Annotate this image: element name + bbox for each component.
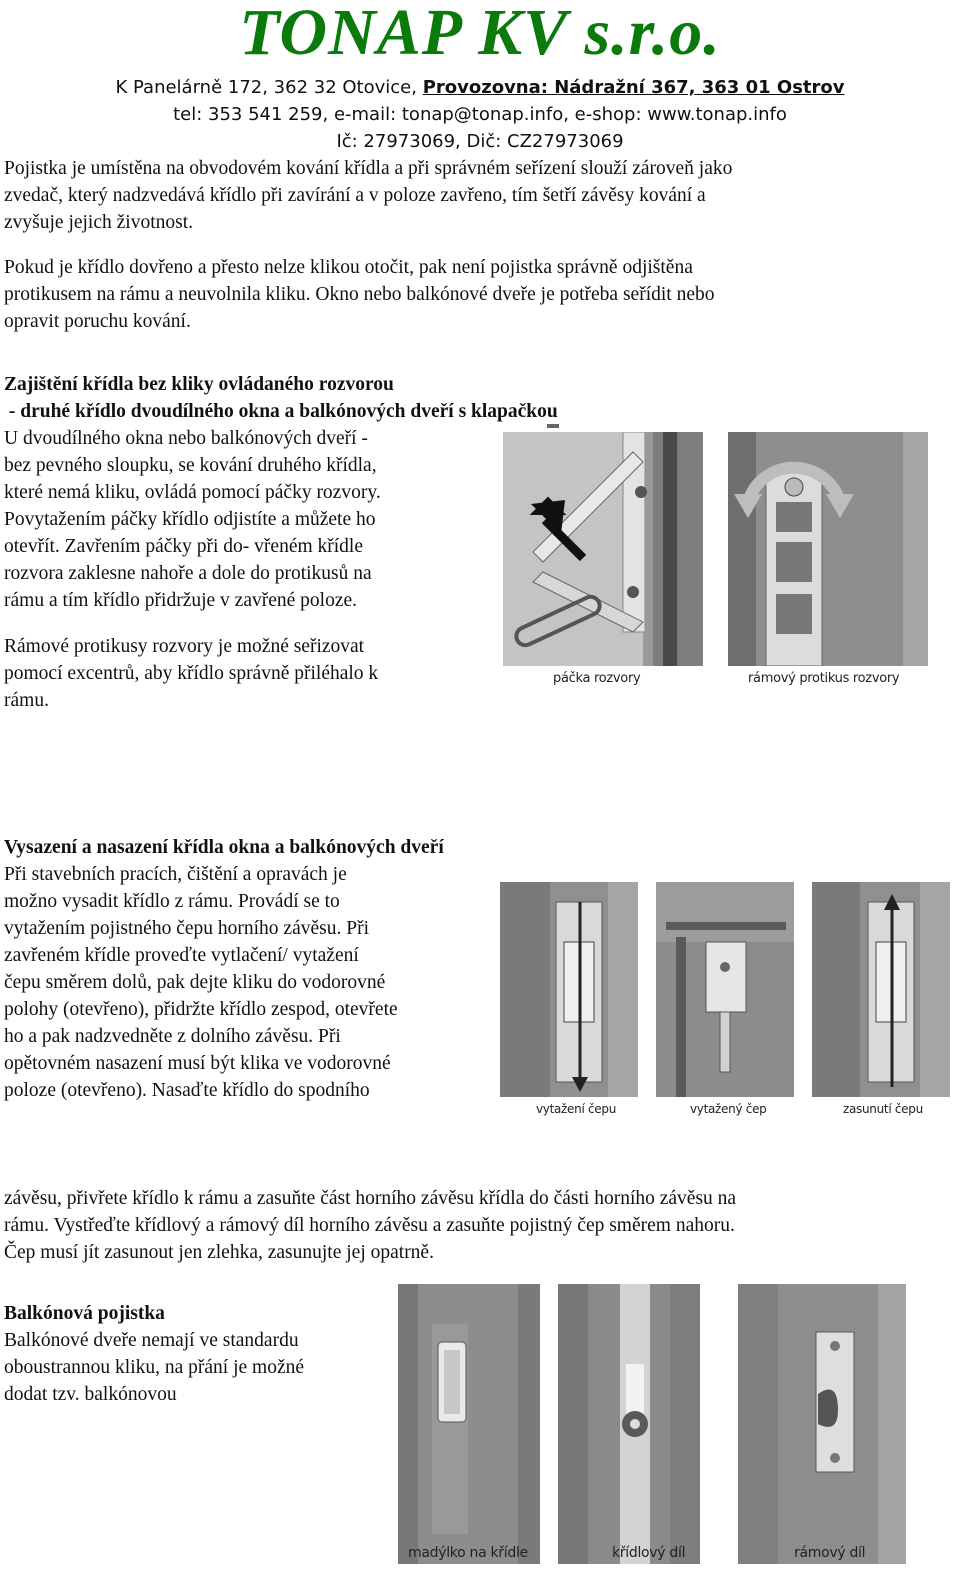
caption-kridlovy-dil: křídlový díl: [612, 1545, 686, 1561]
company-address: [0, 77, 960, 99]
photo-packa-rozvory: [503, 432, 703, 666]
photo-kridlovy-dil: [558, 1284, 700, 1564]
zasunuti-cepu-illustration: [812, 882, 950, 1097]
section1-heading-line1: Zajištění křídla bez kliky ovládaného rozvorou: [4, 374, 394, 395]
address-prefix: K Panelárně 172, 362 32 Otovice,: [115, 77, 423, 98]
packa-rozvory-illustration: [503, 432, 703, 666]
photo-ramovy-dil: [738, 1284, 906, 1564]
ramovy-protikus-illustration: [728, 432, 928, 666]
caption-vytazeny-cep: vytažený čep: [690, 1102, 767, 1116]
vytazeni-cepu-illustration: [500, 882, 638, 1097]
vytazeny-cep-illustration: [656, 882, 794, 1097]
intro-paragraph-1: Pojistka je umístěna na obvodovém kování křídla a při správném seřízení slouží zároveň jako zvedač, který nadzvedává křídlo při zavírání a v poloze zavřeno, tím šetří závěsy kování a zvyšuje jejich životnost.: [4, 158, 733, 233]
image-edge-mark: [547, 424, 559, 428]
caption-zasunuti-cepu: zasunutí čepu: [843, 1102, 923, 1116]
section3-paragraph: Balkónové dveře nemají ve standardu oboustrannou kliku, na přání je možné dodat tzv. balkónovou: [4, 1330, 305, 1405]
company-logo: TONAP KV s.r.o.: [239, 0, 721, 69]
photo-ramovy-protikus: [728, 432, 928, 666]
caption-packa-rozvory: páčka rozvory: [553, 671, 641, 686]
company-contact: tel: 353 541 259, e-mail: tonap@tonap.info, e-shop: www.tonap.info: [173, 104, 787, 125]
caption-vytazeni-cepu: vytažení čepu: [536, 1102, 617, 1116]
section2-heading: Vysazení a nasazení křídla okna a balkónových dveří: [4, 837, 444, 858]
intro-paragraph-2: Pokud je křídlo dovřeno a přesto nelze klikou otočit, pak není pojistka správně odjištěna protikusem na rámu a neuvolnila kliku. Okno nebo balkónové dveře je potřeba seřídit nebo opravit poruchu kování.: [4, 257, 715, 332]
photo-vytazeni-cepu: [500, 882, 638, 1097]
madylko-illustration: [398, 1284, 540, 1564]
photo-zasunuti-cepu: [812, 882, 950, 1097]
branch-address: Provozovna: Nádražní 367, 363 01 Ostrov: [422, 77, 845, 98]
caption-ramovy-protikus: rámový protikus rozvory: [748, 671, 900, 686]
section2-paragraph-2: závěsu, přivřete křídlo k rámu a zasuňte část horního závěsu křídla do části horního závěsu na rámu. Vystřeďte křídlový a rámový díl horního závěsu a zasuňte pojistný čep směrem nahoru. Čep musí jít zasunout jen zlehka, zasunujte jej opatrně.: [4, 1188, 737, 1263]
ramovy-dil-illustration: [738, 1284, 906, 1564]
section3-heading: Balkónová pojistka: [4, 1303, 165, 1324]
company-ids: Ič: 27973069, Dič: CZ27973069: [336, 131, 624, 152]
section1-paragraph-1: U dvoudílného okna nebo balkónových dveří - bez pevného sloupku, se kování druhého křídla, které nemá kliku, ovládá pomocí páčky rozvory. Povytažením páčky křídlo odjistíte a můžete ho otevřít. Zavřením páčky při do- vřeném křídle rozvora zaklesne nahoře a dole do protikusů na rámu a tím křídlo přidržuje v zavřené poloze.: [4, 428, 381, 611]
photo-madylko: [398, 1284, 540, 1564]
section1-heading-line2: - druhé křídlo dvoudílného okna a balkónových dveří s klapačkou: [4, 401, 558, 422]
caption-ramovy-dil: rámový díl: [794, 1545, 866, 1561]
kridlovy-dil-illustration: [558, 1284, 700, 1564]
section1-paragraph-2: Rámové protikusy rozvory je možné seřizovat pomocí excentrů, aby křídlo správně přiléhalo k rámu.: [4, 636, 379, 711]
section2-paragraph-1: Při stavebních pracích, čištění a opravách je možno vysadit křídlo z rámu. Provádí se to vytažením pojistného čepu horního závěsu. Při zavřeném křídle proveďte vytlačení/ vytažení čepu směrem dolů, pak dejte kliku do vodorovné polohy (otevřeno), přidržte křídlo zespod, otevřete ho a pak nadzvedněte z dolního závěsu. Při opětovném nasazení musí být klika ve vodorovné poloze (otevřeno). Nasaďte křídlo do spodního: [4, 864, 398, 1101]
photo-vytazeny-cep: [656, 882, 794, 1097]
caption-madylko: madýlko na křídle: [408, 1545, 528, 1561]
